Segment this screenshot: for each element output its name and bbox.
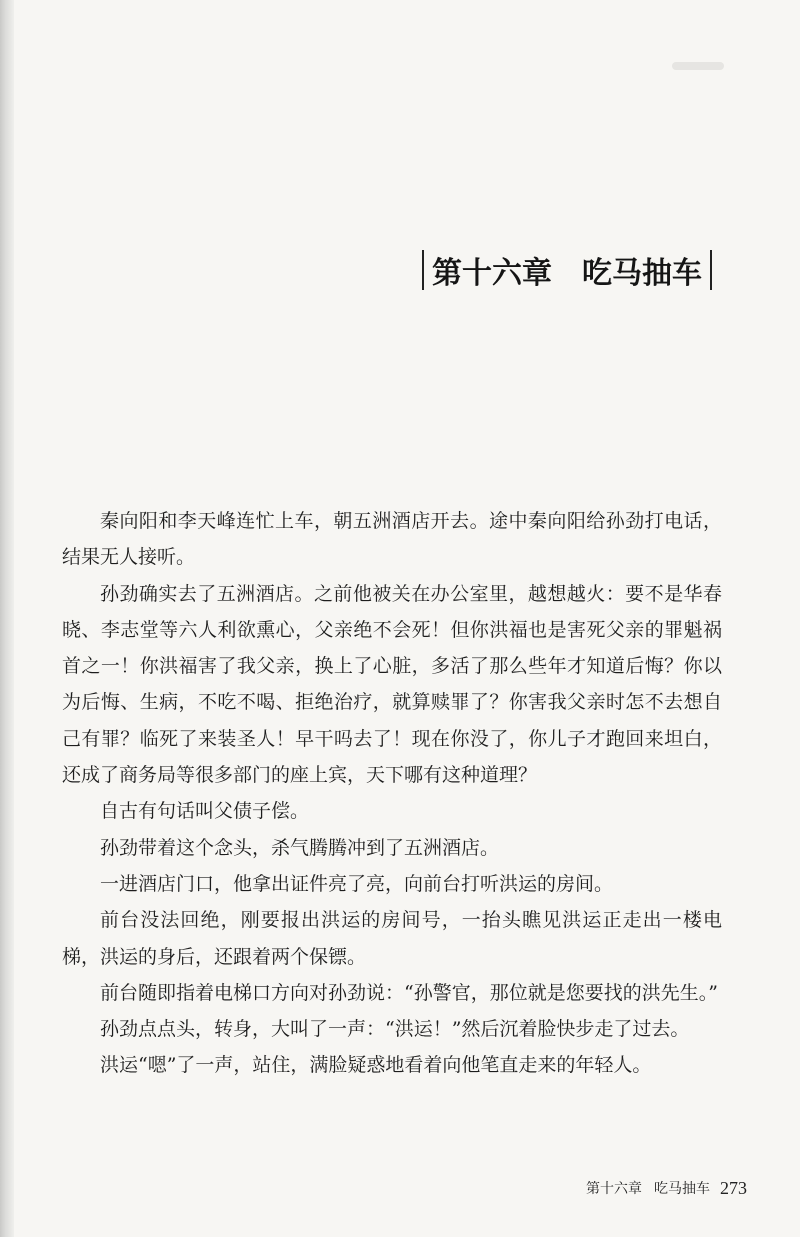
paragraph: 前台没法回绝，刚要报出洪运的房间号，一抬头瞧见洪运正走出一楼电梯，洪运的身后，还跟着两个保镖。 [62,909,722,968]
paragraph: 秦向阳和李天峰连忙上车，朝五洲酒店开去。途中秦向阳给孙劲打电话，结果无人接听。 [62,510,722,569]
body-text [62,503,722,1084]
paragraph: 孙劲点点头，转身，大叫了一声：“洪运！”然后沉着脸快步走了过去。 [100,1018,690,1041]
paragraph: 孙劲带着这个念头，杀气腾腾冲到了五洲酒店。 [100,836,500,859]
paragraph: 一进酒店门口，他拿出证件亮了亮，向前台打听洪运的房间。 [100,872,614,895]
paragraph: 洪运“嗯”了一声，站住，满脸疑惑地看着向他笔直走来的年轻人。 [100,1054,652,1077]
heading-bar-right [710,250,712,290]
chapter-heading [422,248,712,292]
paragraph: 前台随即指着电梯口方向对孙劲说：“孙警官，那位就是您要找的洪先生。” [100,981,718,1004]
paragraph: 孙劲确实去了五洲酒店。之前他被关在办公室里，越想越火：要不是华春晓、李志堂等六人利欲熏心，父亲绝不会死！但你洪福也是害死父亲的罪魁祸首之一！你洪福害了我父亲，换上了心脏，多活了那么些年才知道后悔？你以为后悔、生病，不吃不喝、拒绝治疗，就算赎罪了？你害我父亲时怎不去想自己有罪？临死了来装圣人！早干吗去了！现在你没了，你儿子才跑回来坦白，还成了商务局等很多部门的座上宾，天下哪有这种道理？ [62,582,722,787]
paragraph: 自古有句话叫父债子偿。 [100,800,310,823]
scan-artifact [672,62,724,70]
running-head-chapter: 第十六章 [586,1181,642,1197]
heading-bar-left [422,250,424,290]
chapter-number: 第十六章 [432,256,552,291]
page-footer [586,1178,747,1199]
page-binding-edge [0,0,14,1237]
chapter-title: 吃马抽车 [582,256,702,291]
page-number: 273 [720,1178,747,1198]
running-head-title: 吃马抽车 [654,1181,710,1197]
